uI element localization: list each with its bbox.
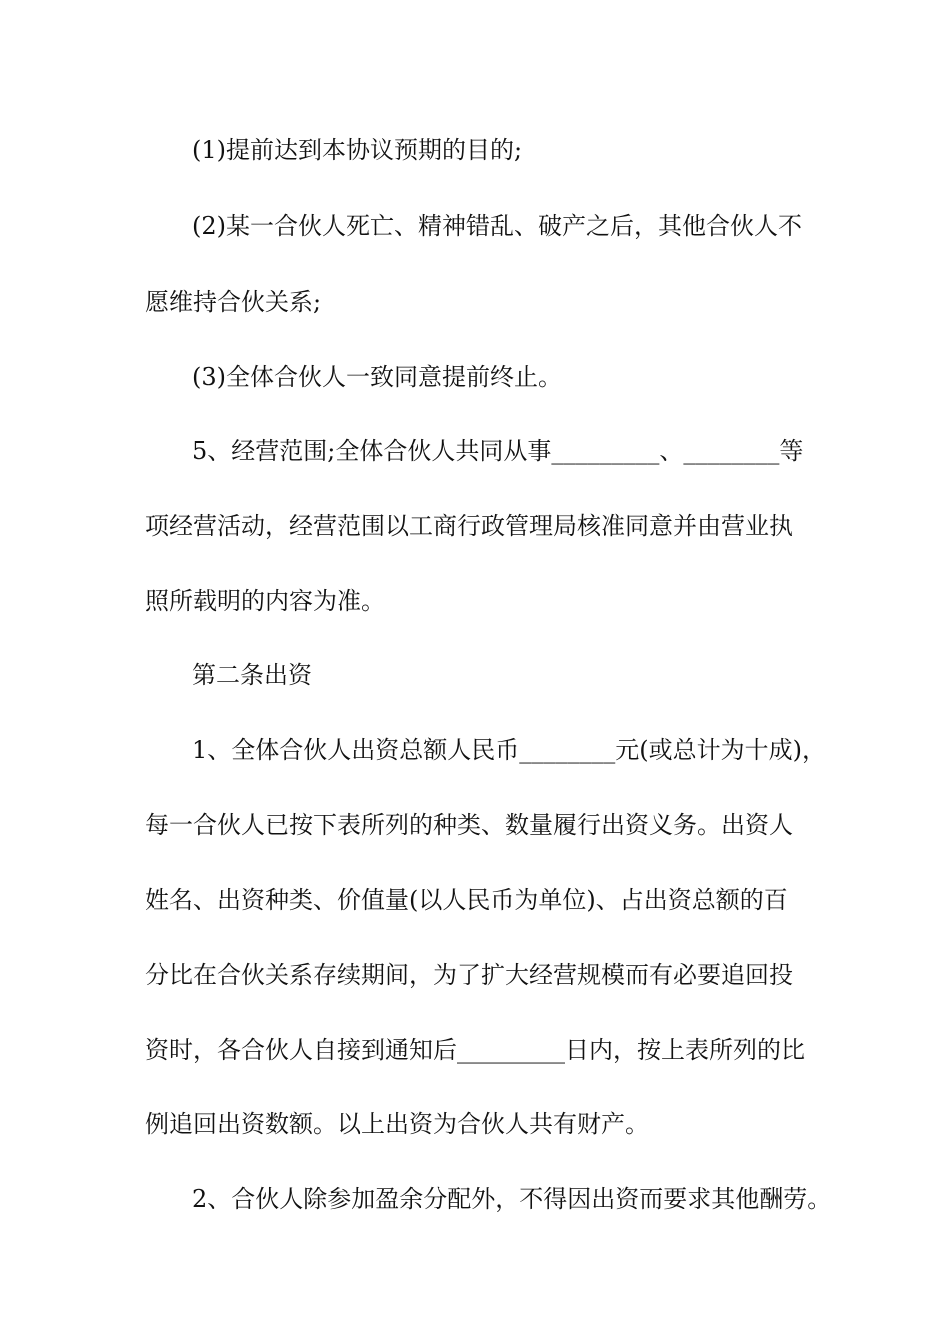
contribution-para-1-line-6: 例追回出资数额。以上出资为合伙人共有财产。 xyxy=(145,1110,649,1138)
contribution-para-2: 2、合伙人除参加盈余分配外，不得因出资而要求其他酬劳。 xyxy=(192,1185,832,1213)
contribution-para-1-line-1: 1、全体合伙人出资总额人民币________元(或总计为十成)， xyxy=(192,736,826,764)
clause-item-1: (1)提前达到本协议预期的目的; xyxy=(192,136,523,164)
business-scope-line-1: 5、经营范围;全体合伙人共同从事_________、________等 xyxy=(192,437,804,465)
section-heading-contribution: 第二条出资 xyxy=(192,661,312,689)
clause-item-3: (3)全体合伙人一致同意提前终止。 xyxy=(192,363,562,391)
clause-item-2-line-1: (2)某一合伙人死亡、精神错乱、破产之后，其他合伙人不 xyxy=(192,212,802,240)
clause-item-2-line-2: 愿维持合伙关系; xyxy=(145,288,322,316)
contribution-para-1-line-2: 每一合伙人已按下表所列的种类、数量履行出资义务。出资人 xyxy=(145,811,793,839)
business-scope-line-2: 项经营活动，经营范围以工商行政管理局核准同意并由营业执 xyxy=(145,512,793,540)
contribution-para-1-line-5: 资时，各合伙人自接到通知后_________日内，按上表所列的比 xyxy=(145,1036,805,1064)
business-scope-line-3: 照所载明的内容为准。 xyxy=(145,587,385,615)
contribution-para-1-line-4: 分比在合伙关系存续期间，为了扩大经营规模而有必要追回投 xyxy=(145,961,793,989)
contribution-para-1-line-3: 姓名、出资种类、价值量(以人民币为单位)、占出资总额的百 xyxy=(145,886,788,914)
